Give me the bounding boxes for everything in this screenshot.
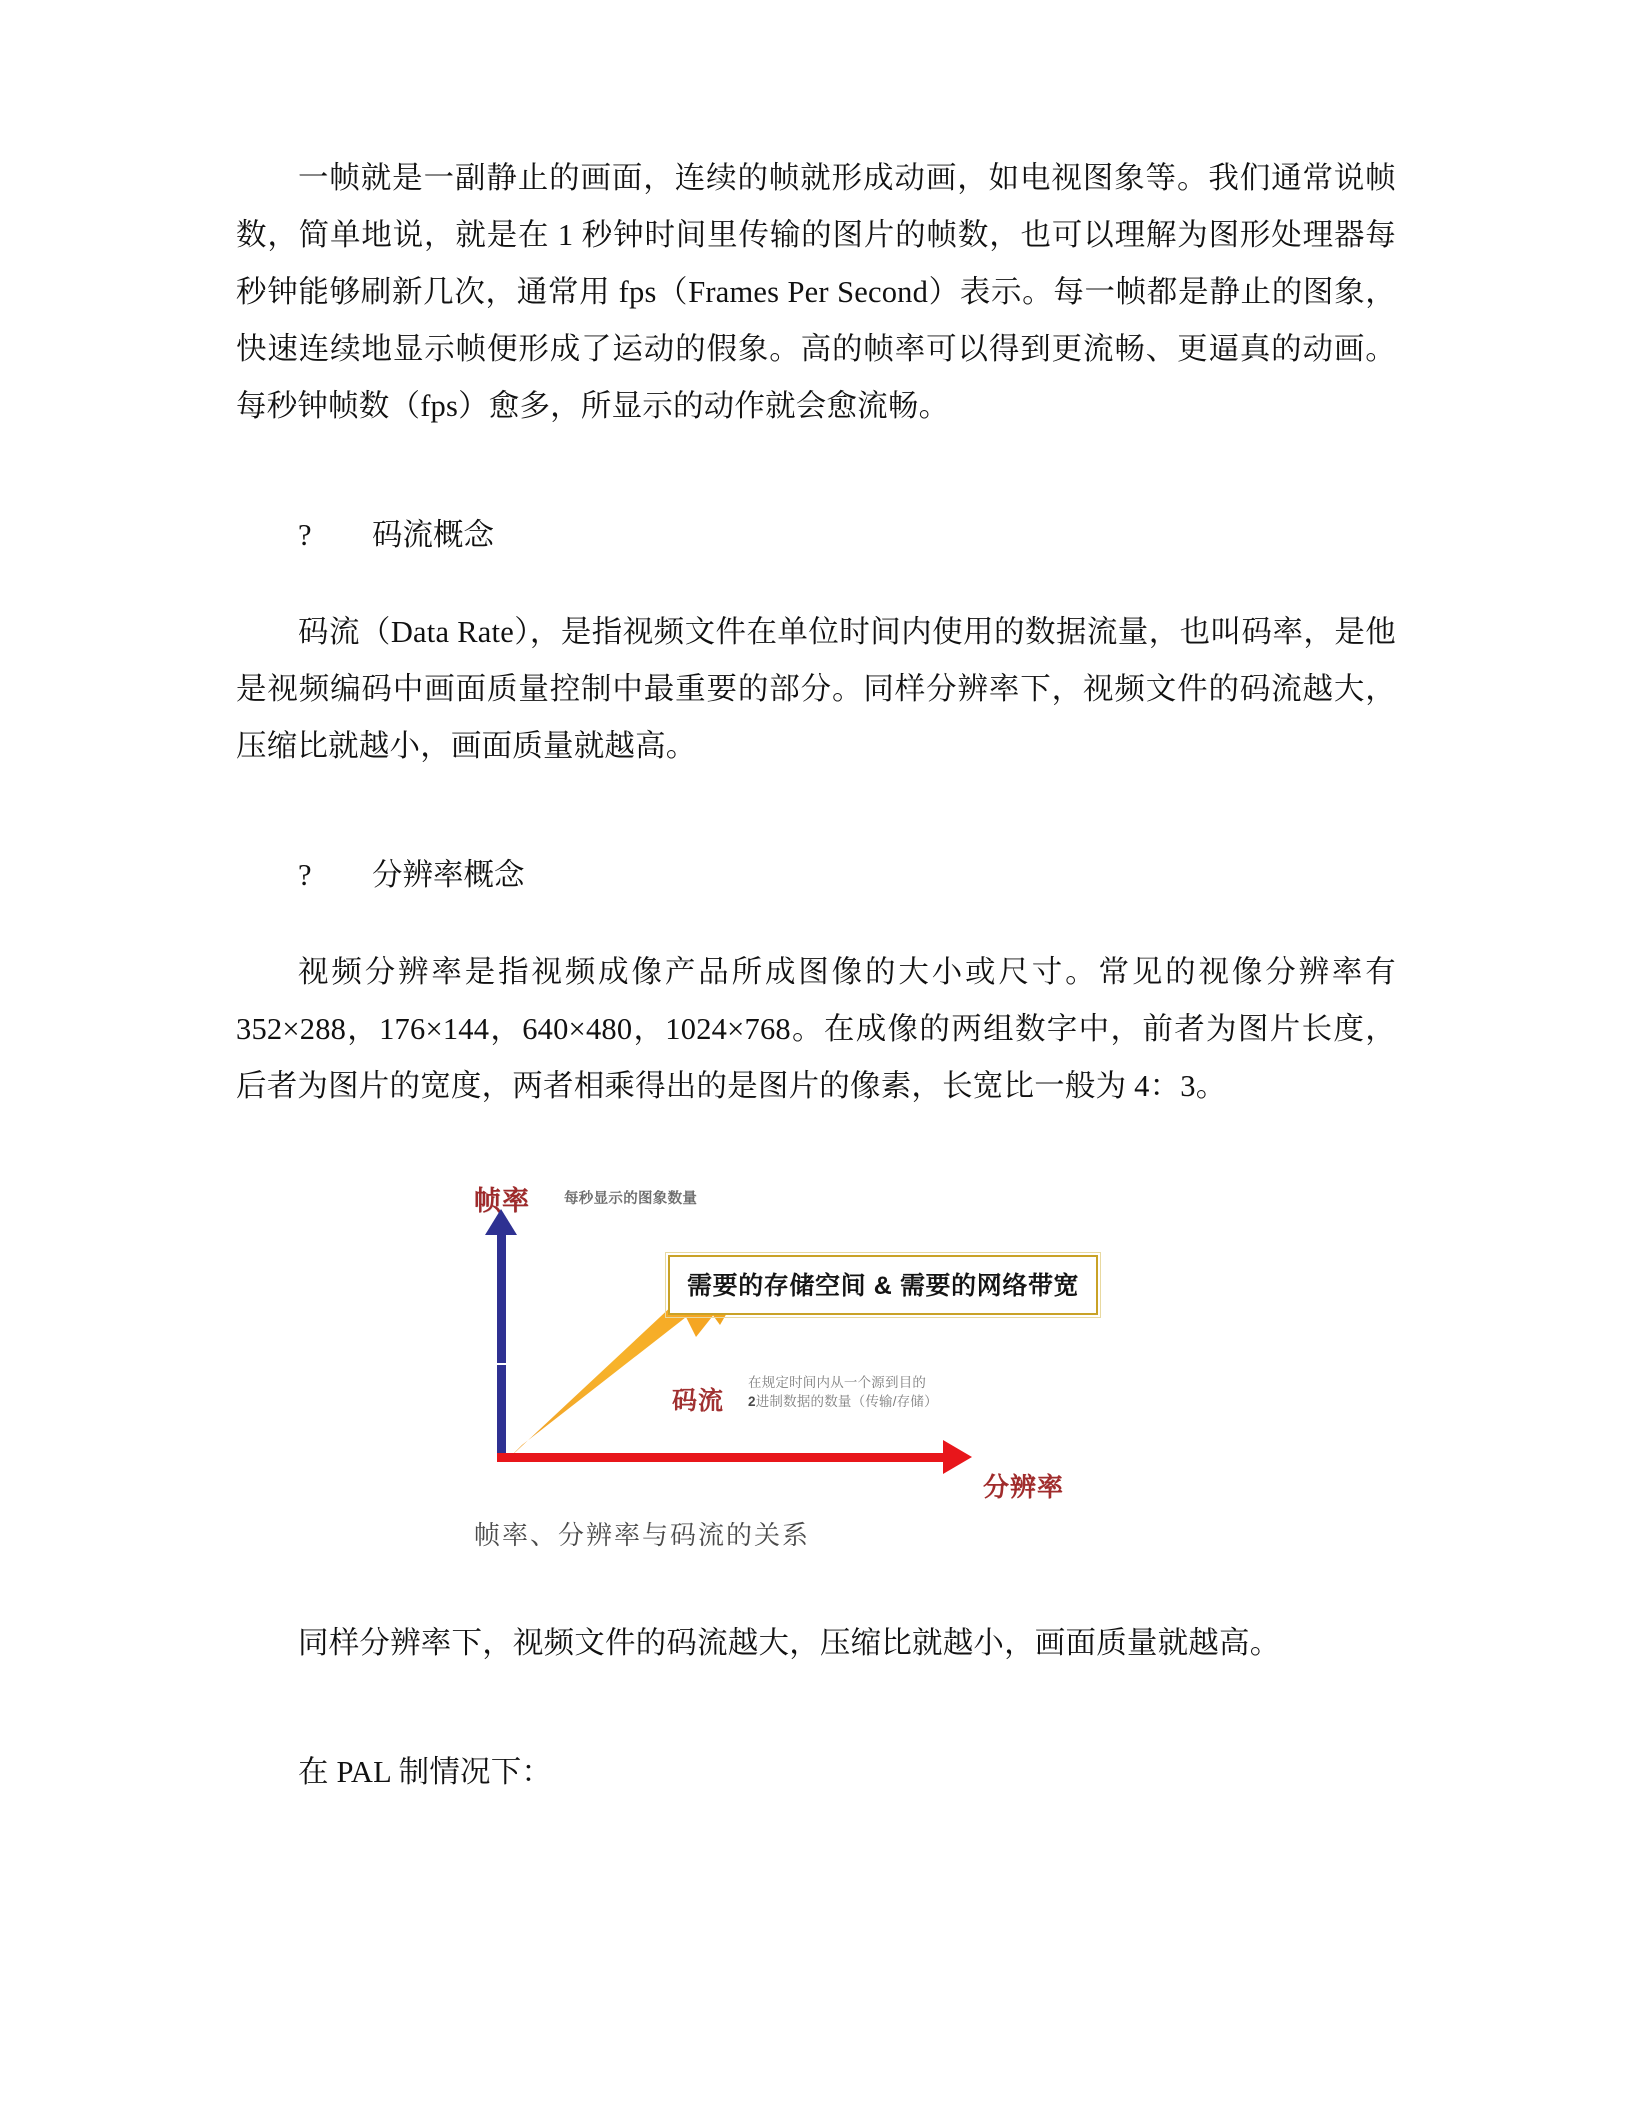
spacer — [236, 564, 1396, 604]
spacer — [236, 435, 1396, 507]
paragraph-bitstream: 码流（Data Rate），是指视频文件在单位时间内使用的数据流量，也叫码率，是他是视频编码中画面质量控制中最重要的部分。同样分辨率下，视频文件的码流越大，压缩比就越小，画面质量就越高。 — [236, 615, 1396, 763]
figure-callout-box: 需要的存储空间 & 需要的网络带宽 — [668, 1255, 1098, 1315]
bullet-marker-icon: ? — [298, 858, 312, 892]
figure-diagonal-note — [748, 1373, 938, 1411]
spacer — [236, 1672, 1396, 1744]
spacer — [236, 1575, 1396, 1615]
figure-y-axis-note: 每秒显示的图象数量 — [564, 1191, 698, 1207]
spacer — [236, 1115, 1396, 1175]
x-axis-arrowhead-icon — [943, 1440, 972, 1474]
figure-framerate-resolution-bitrate — [236, 1175, 1396, 1575]
figure-x-axis-label: 分辨率 — [983, 1472, 1065, 1502]
spacer — [236, 775, 1396, 847]
paragraph-pal-intro: 在 PAL 制情况下： — [298, 1755, 553, 1789]
figure-diagonal-label: 码流 — [672, 1387, 725, 1415]
note-prefix: 2 — [748, 1394, 756, 1409]
heading-resolution-concept — [236, 847, 1396, 904]
spacer — [236, 904, 1396, 944]
x-axis-line — [497, 1453, 949, 1462]
figure-inner — [446, 1175, 1166, 1575]
heading-label: 分辨率概念 — [372, 858, 525, 892]
bullet-marker-icon: ? — [298, 518, 312, 552]
figure-diagonal-note-line1: 在规定时间内从一个源到目的 — [748, 1375, 927, 1390]
heading-label: 码流概念 — [372, 518, 494, 552]
figure-diagonal-note-line2 — [748, 1392, 938, 1411]
paragraph-resolution: 视频分辨率是指视频成像产品所成图像的大小或尺寸。常见的视像分辨率有 352×288，176×144，640×480，1024×768。在成像的两组数字中，前者为图片长度，后者为图片的宽度，两者相乘得出的是图片的像素，长宽比一般为 4：3。 — [236, 955, 1396, 1103]
figure-y-axis-label: 帧率 — [474, 1186, 530, 1216]
paragraph-frame-rate: 一帧就是一副静止的画面，连续的帧就形成动画，如电视图象等。我们通常说帧数，简单地说，就是在 1 秒钟时间里传输的图片的帧数，也可以理解为图形处理器每秒钟能够刷新几次，通常用 fps（Frames Per Second）表示。每一帧都是静止的图象，快速连续地显示帧便形成了运动的假象。高的帧率可以得到更流畅、更逼真的动画。每秒钟帧数（fps）愈多，所显示的动作就会愈流畅。 — [236, 161, 1396, 423]
paragraph-quality-summary: 同样分辨率下，视频文件的码流越大，压缩比就越小，画面质量就越高。 — [298, 1626, 1281, 1660]
document-content — [236, 150, 1396, 1801]
y-axis-line — [497, 1231, 506, 1461]
note-rest: 进制数据的数量（传输/存储） — [755, 1394, 938, 1409]
heading-bitstream-concept — [236, 507, 1396, 564]
figure-caption: 帧率、分辨率与码流的关系 — [474, 1520, 811, 1550]
